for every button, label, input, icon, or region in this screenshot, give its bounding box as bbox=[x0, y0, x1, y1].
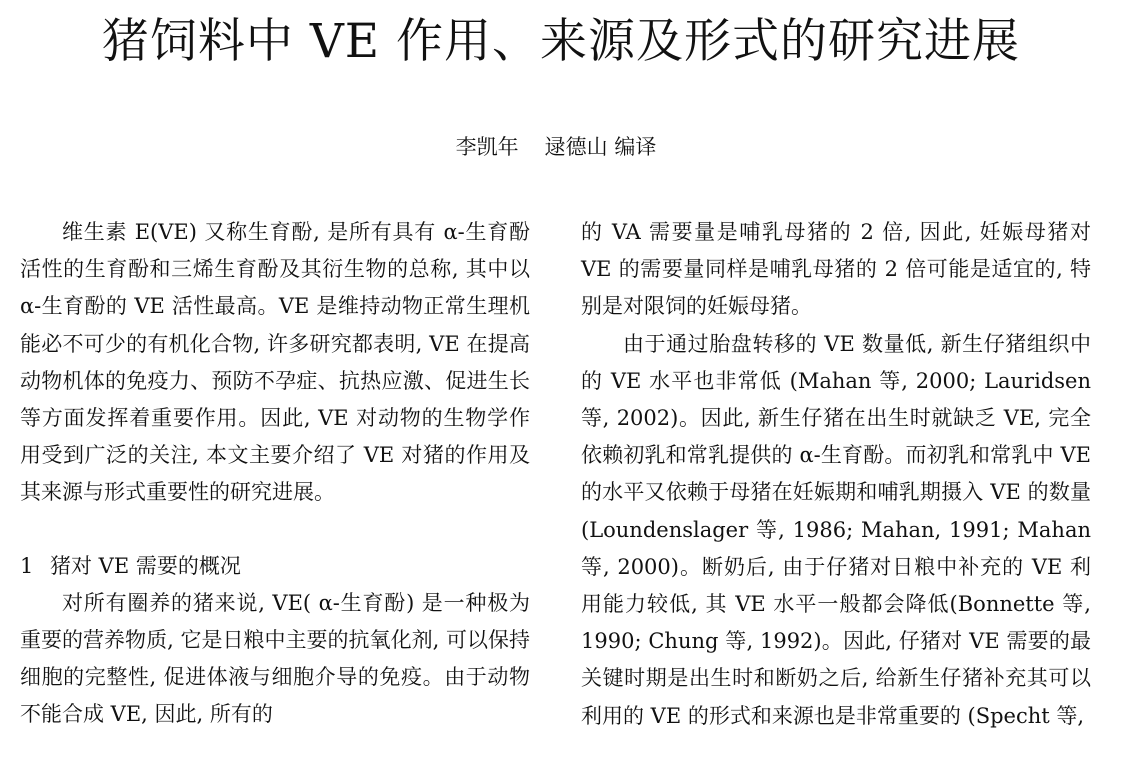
translator-name: 逯德山 编译 bbox=[544, 135, 657, 159]
section-paragraph: 对所有圈养的猪来说, VE( α-生育酚) 是一种极为重要的营养物质, 它是日粮中主要的抗氧化剂, 可以保持细胞的完整性, 促进体液与细胞介导的免疫。由于动物不能合成 VE, 因此, 所有的 bbox=[20, 590, 530, 727]
article-title: 猪饲料中 VE 作用、来源及形式的研究进展 bbox=[101, 14, 1021, 69]
intro-paragraph: 维生素 E(VE) 又称生育酚, 是所有具有 α-生育酚活性的生育酚和三烯生育酚及其衍生物的总称, 其中以 α-生育酚的 VE 活性最高。VE 是维持动物正常生理机能必不可少的有机化合物, 许多研究都表明, VE 在提高动物机体的免疫力、预防不孕症、抗热应激、促进生长等方面发挥着重要作用。因此, VE 对动物的生物学作用受到广泛的关注, 本文主要介绍了 VE 对猪的作用及其来源与形式重要性的研究进展。 bbox=[20, 220, 530, 505]
section-number: 1 bbox=[20, 553, 34, 578]
author-name: 李凯年 bbox=[455, 135, 519, 159]
section-heading bbox=[20, 548, 530, 585]
author-line bbox=[0, 130, 1112, 164]
right-column bbox=[581, 214, 1091, 735]
continued-paragraph: 的 VA 需要量是哺乳母猪的 2 倍, 因此, 妊娠母猪对 VE 的需要量同样是哺乳母猪的 2 倍可能是适宜的, 特别是对限饲的妊娠母猪。 bbox=[581, 220, 1091, 319]
body-paragraph: 由于通过胎盘转移的 VE 数量低, 新生仔猪组织中的 VE 水平也非常低 (Mahan 等, 2000; Lauridsen 等, 2002)。因此, 新生仔猪在出生时就缺乏 VE, 完全依赖初乳和常乳提供的 α-生育酚。而初乳和常乳中 VE 的水平又依赖于母猪在妊娠期和哺乳期摄入 VE 的数量 (Loundenslager 等, 1986; Mahan, 1991; Mahan 等, 2000)。断奶后, 由于仔猪对日粮中补充的 VE 利用能力较低, 其 VE 水平一般都会降低(Bonnette 等, 1990; Chung 等, 1992)。因此, 仔猪对 VE 需要的最关键时期是出生时和断奶之后, 给新生仔猪补充其可以利用的 VE 的形式和来源也是非常重要的 (Specht 等, bbox=[581, 331, 1091, 728]
left-column bbox=[20, 214, 530, 734]
section-title: 猪对 VE 需要的概况 bbox=[50, 553, 241, 578]
